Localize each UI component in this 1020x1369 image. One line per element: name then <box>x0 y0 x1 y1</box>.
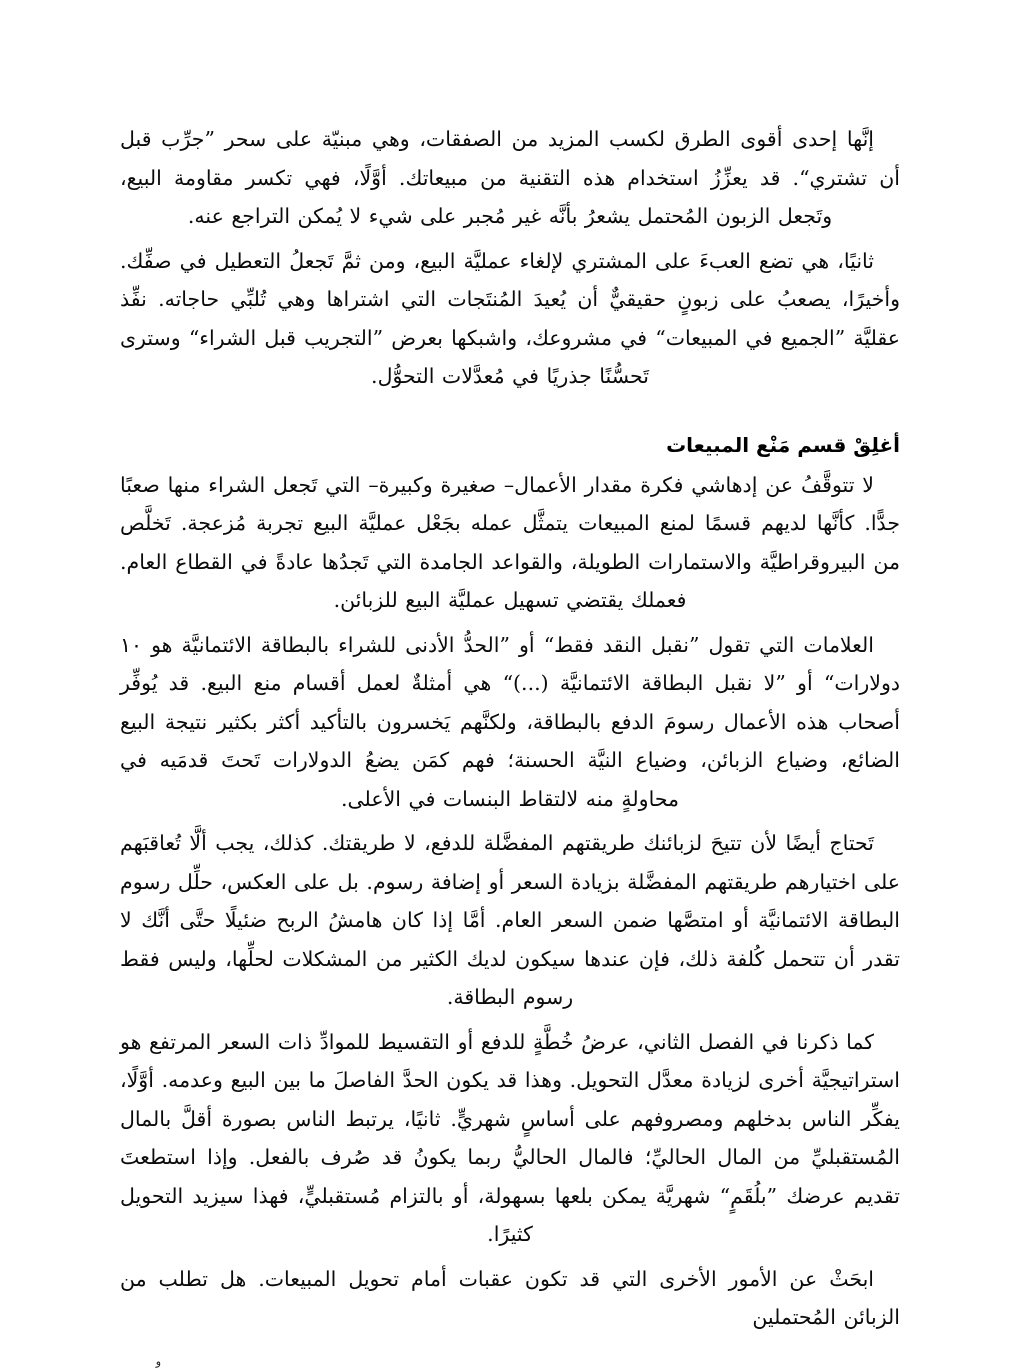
paragraph-burden-on-buyer: ثانيًا، هي تضع العبءَ على المشتري لإلغاء عمليَّة البيع، ومن ثمَّ تَجعلُ التعطيل في صفِّك. وأخيرًا، يصعبُ على زبونٍ حقيقيٌّ أن يُعيدَ المُنتَجات التي اشتراها وهي تُلبِّي حاجاته. نفِّذ عقليَّة ”الجميع في المبيعات“ في مشروعك، واشبكها بعرض ”التجريب قبل الشراء“ وسترى تَحسُّنًا جذريًا في مُعدَّلات التحوُّل. <box>120 248 900 388</box>
paragraph-preferred-payment-method: تَحتاج أيضًا لأن تتيحَ لزبائنك طريقتهم المفضَّلة للدفع، لا طريقتك. كذلك، يجب ألَّا تُعاقبَهم على اختيارهم طريقتهم المفضَّلة بزيادة السعر أو إضافة رسوم. بل على العكس، حلِّل رسوم البطاقة الائتمانيَّة أو امتصَّها ضمن السعر العام. أمَّا إذا كان هامشُ الربح ضئيلًا حتَّى أنَّك لا تقدر أن تتحمل كُلفة ذلك، فإن عندها سيكون لديك الكثير من المشكلات لحلِّها، وليس فقط رسوم البطاقة. <box>120 831 900 1009</box>
paragraph-payment-plans-chapter-two: كما ذكرنا في الفصل الثاني، عرضُ خُطَّةٍ للدفع أو التقسيط للموادِّ ذات السعر المرتفع هو استراتيجيَّة أخرى لزيادة معدَّل التحويل. وهذا قد يكون الحدَّ الفاصلَ ما بين البيع وعدمه. أوَّلًا، يفكِّر الناس بدخلهم ومصروفهم على أساسٍ شهريٍّ. ثانيًا، يرتبط الناس بصورة أقلَّ بالمال المُستقبليِّ من المال الحاليِّ؛ فالمال الحاليُّ ربما يكونُ قد صُرف بالفعل. وإذا استطعتَ تقديم عرضك ”بلُقَمٍ“ شهريَّة يمكن بلعها بسهولة، أو بالتزام مُستقبليٍّ، فهذا سيزيد التحويل كثيرًا. <box>120 1029 900 1246</box>
paragraph-intro-magic-of-try-before-you-buy: إنَّها إحدى أقوى الطرق لكسب المزيد من الصفقات، وهي مبنيّة على سحر ”جرِّب قبل أن تشتري“. قد يعزِّزُ استخدام هذه التقنية من مبيعاتك. أوَّلًا، فهي تكسر مقاومة البيع، وتَجعل الزبون المُحتمل يشعرُ بأنَّه غير مُجبر على شيء لا يُمكن التراجع عنه. <box>120 127 900 228</box>
orphan-glyph-fragment: و <box>155 1354 161 1368</box>
paragraph-sales-prevention-department: لا تتوقَّفُ عن إدهاشي فكرة مقدار الأعمال– صغيرة وكبيرة– التي تَجعل الشراء منها صعبًا جدًّا. كأنَّها لديهم قسمًا لمنع المبيعات يتمثَّل عمله بجَعْل عمليَّة البيع تجربة مُزعجة. تَخلَّص من البيروقراطيَّة والاستمارات الطويلة، والقواعد الجامدة التي تَجدُها عادةً في القطاع العام. فعملك يقتضي تسهيل عمليَّة البيع للزبائن. <box>120 472 900 612</box>
paragraph-look-for-other-obstacles: ابحَثْ عن الأمور الأخرى التي قد تكون عقبات أمام تحويل المبيعات. هل تطلب من الزبائن المُحتملين <box>120 1266 900 1329</box>
heading-spacer-above <box>120 396 900 430</box>
page-content-column <box>120 120 900 1369</box>
section-heading-close-the-sales-prevention-department: أغلِقْ قسم مَنْع المبيعات <box>666 432 900 457</box>
paragraph-cash-only-signs: العلامات التي تقول ”نقبل النقد فقط“ أو ”الحدُّ الأدنى للشراء بالبطاقة الائتمانيَّة هو ١٠ دولارات“ أو ”لا نقبل البطاقة الائتمانيَّة (...)“ هي أمثلةٌ لعمل أقسام منع البيع. قد يُوفِّر أصحاب هذه الأعمال رسومَ الدفع بالبطاقة، ولكنَّهم يَخسرون بالتأكيد أكثر بكثير نتيجة البيع الضائع، وضياع الزبائن، وضياع النيَّة الحسنة؛ فهم كمَن يضعُ الدولارات تَحتَ قدمَيه في محاولةٍ منه لالتقاط البنسات في الأعلى. <box>120 632 900 811</box>
